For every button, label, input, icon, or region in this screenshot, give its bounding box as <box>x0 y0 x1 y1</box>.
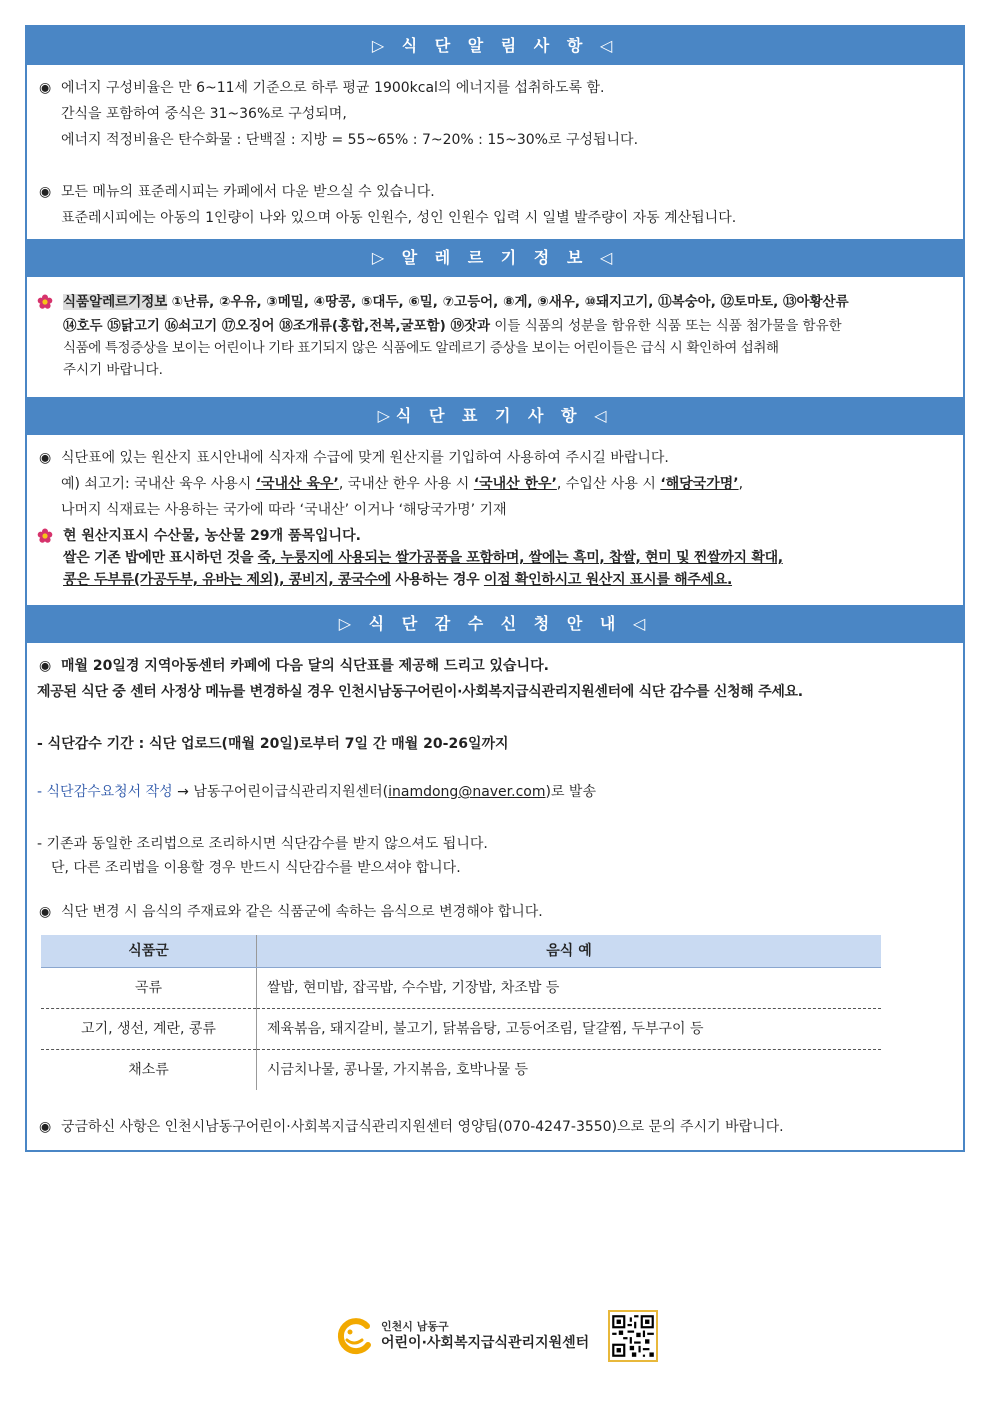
labeling-example-domestic-yuku: ‘국내산 육우’ <box>255 476 339 492</box>
review-line5: - 기존과 동일한 조리법으로 조리하시면 식단감수를 받지 않으셔도 됩니다. <box>37 836 488 852</box>
section-header-review: ▷ 식 단 감 수 신 청 안 내 ◁ <box>27 605 963 643</box>
labeling-rice-text: 쌀은 기존 밥에만 표시하던 것을 <box>63 550 258 566</box>
table-cell-examples: 쌀밥, 현미밥, 잡곡밥, 수수밥, 기장밥, 차조밥 등 <box>257 968 882 1009</box>
table-header-food-group: 식품군 <box>41 935 257 968</box>
review-line7: 식단 변경 시 음식의 주재료와 같은 식품군에 속하는 음식으로 변경해야 합니다. <box>61 904 543 920</box>
section-review <box>27 643 963 1150</box>
labeling-example-country: ‘해당국가명’ <box>660 476 739 492</box>
flower-icon <box>37 528 53 544</box>
allergy-items-1: ①난류, ②우유, ③메밀, ④땅콩, ⑤대두, ⑥밀, ⑦고등어, ⑧게, ⑨새우, ⑩돼지고기, ⑪복숭아, ⑫토마토, ⑬아황산류 <box>171 294 849 310</box>
notice-p1-line2: 간식을 포함하여 중식은 31~36%로 구성되며, <box>61 106 347 122</box>
notice-frame <box>25 25 965 1152</box>
footer-org-name: 어린이·사회복지급식관리지원센터 <box>381 1335 590 1351</box>
review-dash: - <box>37 784 47 800</box>
table-row <box>41 1050 881 1091</box>
labeling-rice-underlined: 죽, 누룽지에 사용되는 쌀가공품을 포함하며, 쌀에는 흑미, 찹쌀, 현미 및 찐쌀까지 확대, <box>257 550 783 566</box>
notice-p1-line1: 에너지 구성비율은 만 6~11세 기준으로 하루 평균 1900kcal의 에너지를 섭취하도록 함. <box>61 80 605 96</box>
section-notice <box>27 65 963 239</box>
notice-p2-line1: 모든 메뉴의 표준레시피는 카페에서 다운 받으실 수 있습니다. <box>61 184 435 200</box>
notice-p2-line2: 표준레시피에는 아동의 1인량이 나와 있으며 아동 인원수, 성인 인원수 입력 시 일별 발주량이 자동 계산됩니다. <box>61 210 737 226</box>
labeling-origin-count: 현 원산지표시 수산물, 농산물 29개 품목입니다. <box>63 528 361 544</box>
review-send-to: → 남동구어린이급식관리지원센터( <box>172 784 389 800</box>
review-send-suffix: )로 발송 <box>545 784 596 800</box>
bullet-icon: ◉ <box>39 904 52 920</box>
allergy-items-2: ⑭호두 ⑮닭고기 ⑯쇠고기 ⑰오징어 ⑱조개류(홍합,전복,굴포함) ⑲잣과 <box>63 318 491 334</box>
footer-logo <box>335 1310 665 1362</box>
notice-p1-line3: 에너지 적정비율은 탄수화물 : 단백질 : 지방 = 55~65% : 7~20% : 15~30%로 구성됩니다. <box>61 132 639 148</box>
table-header-row <box>41 935 881 968</box>
table-cell-group: 고기, 생선, 계란, 콩류 <box>41 1009 257 1050</box>
bullet-icon: ◉ <box>39 450 52 466</box>
labeling-example-text: , 국내산 한우 사용 시 <box>338 476 474 492</box>
labeling-example-text: , 수입산 사용 시 <box>556 476 661 492</box>
labeling-bean-text: 사용하는 경우 <box>390 572 484 588</box>
review-line6: 단, 다른 조리법을 이용할 경우 반드시 식단감수를 받으셔야 합니다. <box>51 860 461 876</box>
allergy-label: 식품알레르기정보 <box>63 294 168 310</box>
labeling-line1: 식단표에 있는 원산지 표시안내에 식자재 수급에 맞게 원산지를 기입하여 사용하여 주시길 바랍니다. <box>61 450 669 466</box>
bullet-icon: ◉ <box>39 184 52 200</box>
flower-icon <box>37 294 53 310</box>
review-email-link[interactable]: inamdong@naver.com <box>388 784 546 800</box>
section-labeling <box>27 435 963 605</box>
table-cell-examples: 시금치나물, 콩나물, 가지볶음, 호박나물 등 <box>267 1062 529 1078</box>
table-cell-group: 채소류 <box>41 1050 257 1091</box>
qr-code-icon[interactable] <box>608 1310 658 1362</box>
food-group-table <box>41 935 881 1090</box>
table-row <box>41 1009 881 1050</box>
section-header-notice: ▷ 식 단 알 림 사 항 ◁ <box>27 27 963 65</box>
smile-logo-icon <box>335 1316 375 1356</box>
labeling-example-domestic-hanwoo: ‘국내산 한우’ <box>473 476 557 492</box>
table-row <box>41 968 881 1009</box>
review-period: - 식단감수 기간 : 식단 업로드(매월 20일)로부터 7일 간 매월 20-26일까지 <box>37 736 509 752</box>
table-header-examples: 음식 예 <box>257 935 882 968</box>
table-cell-group: 곡류 <box>41 968 257 1009</box>
footer-org-small: 인천시 남동구 <box>381 1320 449 1333</box>
allergy-text-2: 이들 식품의 성분을 함유한 식품 또는 식품 첨가물을 함유한 <box>494 318 842 334</box>
bullet-icon: ◉ <box>39 1119 52 1135</box>
labeling-line3: 나머지 식재료는 사용하는 국가에 따라 ‘국내산’ 이거나 ‘해당국가명’ 기재 <box>61 502 507 518</box>
allergy-text-4: 주시기 바랍니다. <box>63 362 163 378</box>
bullet-icon: ◉ <box>39 658 52 674</box>
labeling-bean-instruction: 이점 확인하시고 원산지 표시를 해주세요. <box>483 572 733 588</box>
review-contact: 궁금하신 사항은 인천시남동구어린이·사회복지급식관리지원센터 영양팀(070-4247-3550)으로 문의 주시기 바랍니다. <box>61 1119 784 1135</box>
section-allergy <box>27 277 963 397</box>
allergy-text-3: 식품에 특정증상을 보이는 어린이나 기타 표기되지 않은 식품에도 알레르기 증상을 보이는 어린이들은 급식 시 확인하여 섭취해 <box>63 340 779 356</box>
bullet-icon: ◉ <box>39 80 52 96</box>
table-cell-examples: 제육볶음, 돼지갈비, 불고기, 닭볶음탕, 고등어조림, 달걀찜, 두부구이 등 <box>257 1009 882 1050</box>
review-request-form-label: 식단감수요청서 작성 <box>46 784 173 800</box>
section-header-allergy: ▷ 알 레 르 기 정 보 ◁ <box>27 239 963 277</box>
review-line1: 매월 20일경 지역아동센터 카페에 다음 달의 식단표를 제공해 드리고 있습니다. <box>61 658 549 674</box>
review-line2: 제공된 식단 중 센터 사정상 메뉴를 변경하실 경우 인천시남동구어린이·사회복지급식관리지원센터에 식단 감수를 신청해 주세요. <box>37 684 803 700</box>
labeling-bean-underlined: 콩은 두부류(가공두부, 유바는 제외), 콩비지, 콩국수에 <box>63 572 391 588</box>
section-header-labeling: ▷식 단 표 기 사 항 ◁ <box>27 397 963 435</box>
labeling-example-text: , <box>738 476 744 492</box>
labeling-example-text: 예) 쇠고기: 국내산 육우 사용시 <box>61 476 256 492</box>
